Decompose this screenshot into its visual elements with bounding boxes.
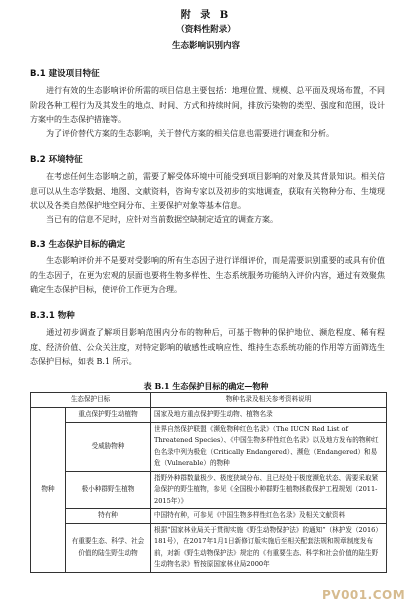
section-b31-paragraph-1-text: 通过初步调查了解项目影响范围内分布的物种后，可基于物种的保护地位、濒危程度、稀有程度、经济价值、公众关注度，对特定影响的敏感性或响应性、维持生态系统功能的作用等方面筛选生态保护目标，如表 B.1 所示。: [30, 328, 385, 366]
section-b3-paragraph-1: [30, 254, 385, 298]
table-row-name: 有重要生态、科学、社会价值的陆生野生动物: [66, 523, 151, 572]
section-b1-paragraph-1: [30, 84, 385, 128]
table-caption: 表 B.1 生态保护目标的确定—物种: [143, 381, 269, 391]
watermark: PV001.COM: [322, 588, 406, 602]
table-row: [31, 408, 387, 423]
section-b2-heading: B.2 环境特征: [30, 155, 83, 165]
section-b2-paragraph-1-text: 在考虑任何生态影响之前，需要了解受体环境中可能受到项目影响的对象及其背景知识。相关信息可以从生态学数据、地图、文献资料，咨询专家以及初步的实地调查，获取有关物种分布、生境现状以及各类自然保护地空间分布、主要保护对象等基本信息。: [30, 172, 385, 210]
section-b1-paragraph-2-text: 为了评价替代方案的生态影响，关于替代方案的相关信息也需要进行调查和分析。: [46, 129, 334, 138]
table-row-desc: 根据“国家林业局关于贯彻实施《野生动物保护法》的通知”（林护发（2016）181号），在2017年1月1日新修订版实施后至相关配套法规和规章制度发布前，对新《野生动物保护法》规定的《有重要生态、科学和社会价值的陆生野生动物名录》暂按原国家林业局2000年: [151, 523, 387, 572]
table-group-label: 物种: [31, 408, 66, 573]
table-header-target: 生态保护目标: [31, 393, 151, 408]
section-b1-paragraph-1-text: 进行有效的生态影响评价所需的项目信息主要包括：地理位置、规模、总平面及现场布置，不同阶段各种工程行为及其发生的地点、时间、方式和持续时间，排放污染物的类型、强度和范围，设计方案中的生态保护措施等。: [30, 86, 385, 124]
section-b3-paragraph-1-text: 生态影响评价并不是要对受影响的所有生态因子进行详细评价，而是需要识别重要的或具有价值的生态因子，在更为宏观的层面也要将生物多样性、生态系统服务功能纳入评价内容，通过有效聚焦确定生态保护目标，使评价工作更为合理。: [30, 256, 385, 294]
table-header-row: [31, 393, 387, 408]
section-b1-heading: B.1 建设项目特征: [30, 69, 100, 79]
table-header-reference: 物种名录及相关参考资料说明: [151, 393, 387, 408]
species-table: [30, 392, 387, 573]
table-row: [31, 471, 387, 509]
appendix-title: 附 录 B: [180, 10, 232, 21]
table-row-name: 重点保护野生动植物: [66, 408, 151, 423]
table-row-name: 受威胁物种: [66, 422, 151, 471]
table-row-desc: 国家及地方重点保护野生动物、植物名录: [151, 408, 387, 423]
appendix-name: 生态影响识别内容: [171, 41, 240, 51]
section-b3-heading: B.3 生态保护目标的确定: [30, 240, 126, 250]
table-row-desc: 中国特有种，可参见《中国生物多样性红色名录》及相关文献资料: [151, 509, 387, 524]
section-b2-paragraph-2-text: 当已有的信息不足时，应针对当前数据空缺制定适宜的调查方案。: [46, 215, 278, 224]
table-row-name: 特有种: [66, 509, 151, 524]
section-b31-heading: B.3.1 物种: [30, 311, 75, 321]
table-row-desc: 世界自然保护联盟《濒危物种红色名录》（The IUCN Red List of Threatened Species）、《中国生物多样性红色名录》以及地方发布的物种红色名录中列为极危（Critically Endangered）、濒危（Endangered）和易危（Vulnerable）的物种: [151, 422, 387, 471]
section-b2-paragraph-1: [30, 170, 385, 214]
table-row: [31, 523, 387, 572]
section-b1-paragraph-2: [30, 127, 385, 142]
section-b2-paragraph-2: [30, 213, 385, 228]
section-b31-paragraph-1: [30, 326, 385, 370]
table-row-desc: 指野外种群数量极少、极度狭域分布、且已经处于极度濒危状态、需要采取紧急保护的野生植物，参见《全国极小种群野生植物拯救保护工程规划（2011-2015年）》: [151, 471, 387, 509]
table-row: [31, 422, 387, 471]
appendix-type: （资料性附录）: [176, 25, 236, 35]
table-row: [31, 509, 387, 524]
table-row-name: 极小种群野生植物: [66, 471, 151, 509]
